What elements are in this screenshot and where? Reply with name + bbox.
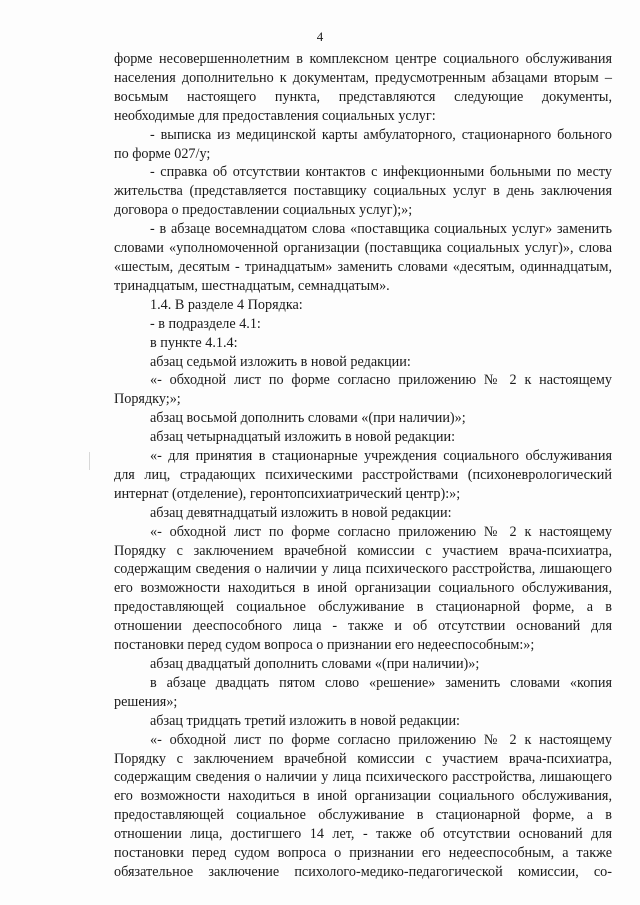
paragraph-subsection: в пункте 4.1.4: (150, 334, 238, 351)
paragraph-quote: «- обходной лист по форме согласно приложению № 2 к настоящему Порядку с заключением врачебной комиссии с участием врача-психиатра, содержащим сведения о наличии у лица психического расстройства, лишающего его возможности находиться в иной организации социального обслуживания, предоставляющей социальное обслуживание в стационарной форме, а в отношении дееспособного лица - также и об отсутствии оснований для постановки перед судом вопроса о признании его недееспособным:»; (114, 523, 612, 654)
page-number: 4 (316, 29, 324, 44)
paragraph-continuation: форме несовершеннолетним в комплексном центре социального обслуживания населения дополнительно к документам, предусмотренным абзацами вторым – восьмым настоящего пункта, представляются следующие документы, необходимые для предоставления социальных услуг: (114, 51, 612, 124)
paragraph-instruction: абзац девятнадцатый изложить в новой редакции: (150, 504, 452, 521)
paragraph-section-heading: 1.4. В разделе 4 Порядка: (150, 296, 303, 313)
paragraph-quote: «- обходной лист по форме согласно приложению № 2 к настоящему Порядку с заключением врачебной комиссии с участием врача-психиатра, содержащим сведения о наличии у лица психического расстройства, лишающего его возможности находиться в иной организации социального обслуживания, предоставляющей социальное обслуживание в стационарной форме, а в отношении лица, достигшего 14 лет, - также об отсутствии оснований для постановки перед судом вопроса о признании его недееспособным, а также обязательное заключение психолого-медико-педагогической комиссии, со- (114, 731, 612, 880)
paragraph-list-item: - выписка из медицинской карты амбулаторного, стационарного больного по форме 027/у; (114, 126, 612, 162)
margin-mark (89, 452, 90, 470)
paragraph-instruction: абзац двадцатый дополнить словами «(при наличии)»; (150, 656, 480, 672)
paragraph-subsection: - в подразделе 4.1: (150, 315, 261, 332)
paragraph-instruction: абзац восьмой дополнить словами «(при наличии)»; (150, 410, 466, 427)
paragraph-instruction: в абзаце двадцать пятом слово «решение» заменить словами «копия решения»; (114, 674, 612, 710)
document-body (114, 50, 612, 882)
paragraph-instruction: абзац седьмой изложить в новой редакции: (150, 353, 411, 370)
paragraph-instruction: абзац четырнадцатый изложить в новой редакции: (150, 429, 456, 446)
paragraph-instruction: абзац тридцать третий изложить в новой редакции: (150, 712, 460, 729)
paragraph-quote: «- обходной лист по форме согласно приложению № 2 к настоящему Порядку;»; (114, 372, 612, 408)
paragraph-quote: «- для принятия в стационарные учреждения социального обслуживания для лиц, страдающих психическими расстройствами (психоневрологический интернат (отделение), геронтопсихиатрический центр):»; (114, 448, 612, 502)
paragraph-list-item: - в абзаце восемнадцатом слова «поставщика социальных услуг» заменить словами «уполномоченной организации (поставщика социальных услуг)», слова «шестым, десятым - тринадцатым» заменить словами «десятым, одиннадцатым, тринадцатым, шестнадцатым, семнадцатым». (114, 221, 612, 294)
paragraph-list-item: - справка об отсутствии контактов с инфекционными больными по месту жительства (представляется поставщику социальных услуг в день заключения договора о предоставлении социальных услуг);»; (114, 164, 612, 219)
